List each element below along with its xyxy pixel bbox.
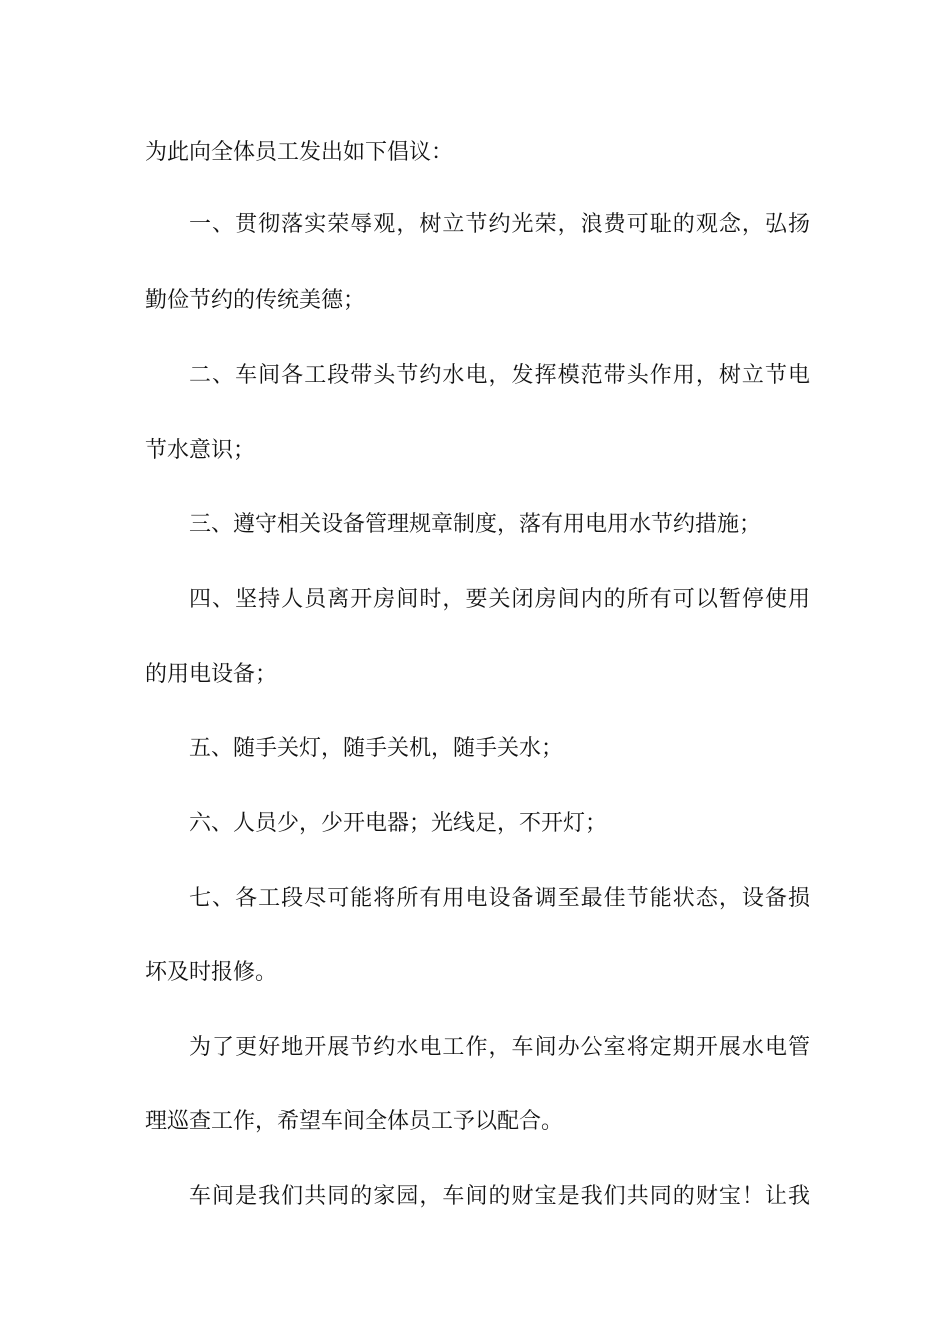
- text-line-item-7-cont: 坏及时报修。: [145, 960, 278, 985]
- text-line-closing-1: 为了更好地开展节约水电工作，车间办公室将定期开展水电管: [189, 1035, 810, 1060]
- text-line-item-4: 四、坚持人员离开房间时，要关闭房间内的所有可以暂停使用: [189, 587, 810, 612]
- text-line-closing-1-cont: 理巡查工作，希望车间全体员工予以配合。: [145, 1109, 564, 1134]
- text-line-item-7: 七、各工段尽可能将所有用电设备调至最佳节能状态，设备损: [189, 886, 810, 911]
- text-line-intro: 为此向全体员工发出如下倡议：: [145, 140, 454, 165]
- text-line-closing-2: 车间是我们共同的家园，车间的财宝是我们共同的财宝！让我: [189, 1184, 810, 1209]
- text-line-item-3: 三、遵守相关设备管理规章制度，落有用电用水节约措施；: [189, 512, 762, 537]
- text-line-item-2: 二、车间各工段带头节约水电，发挥模范带头作用，树立节电: [189, 363, 810, 388]
- text-line-item-1-cont: 勤俭节约的传统美德；: [145, 288, 366, 313]
- text-line-item-2-cont: 节水意识；: [145, 438, 256, 463]
- text-line-item-1: 一、贯彻落实荣辱观，树立节约光荣，浪费可耻的观念，弘扬: [189, 212, 810, 237]
- text-line-item-5: 五、随手关灯，随手关机，随手关水；: [189, 736, 564, 761]
- text-line-item-4-cont: 的用电设备；: [145, 662, 278, 687]
- text-line-item-6: 六、人员少，少开电器；光线足，不开灯；: [189, 811, 608, 836]
